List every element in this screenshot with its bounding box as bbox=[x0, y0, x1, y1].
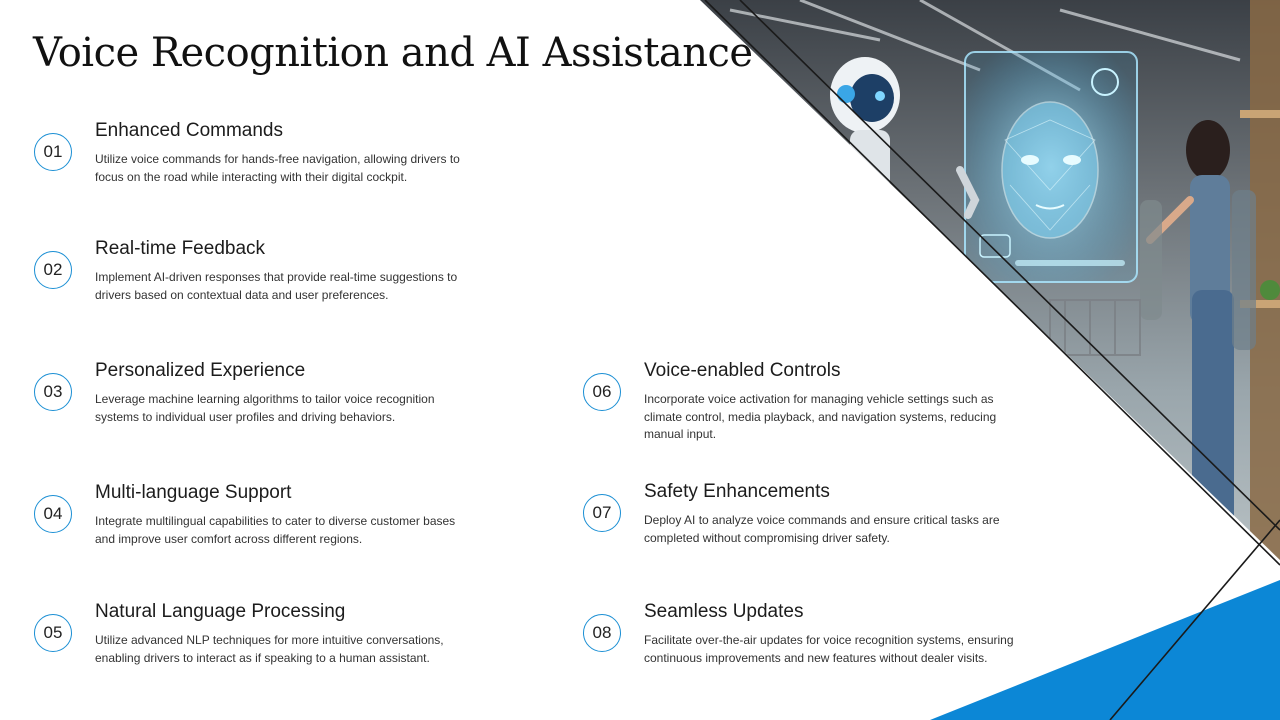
feature-number-badge: 01 bbox=[34, 133, 72, 171]
feature-description: Integrate multilingual capabilities to cater to diverse customer bases and improve user comfort across different regions. bbox=[95, 514, 456, 546]
feature-title: Multi-language Support bbox=[95, 482, 292, 503]
feature-description: Incorporate voice activation for managing vehicle settings such as climate control, media playback, and navigation systems, reducing manual input. bbox=[644, 392, 997, 441]
feature-number-badge: 03 bbox=[34, 373, 72, 411]
feature-number-badge: 05 bbox=[34, 614, 72, 652]
feature-number-badge: 07 bbox=[583, 494, 621, 532]
feature-description: Leverage machine learning algorithms to tailor voice recognition systems to individual user profiles and driving behaviors. bbox=[95, 392, 435, 424]
feature-description: Utilize voice commands for hands-free navigation, allowing drivers to focus on the road while interacting with their digital cockpit. bbox=[95, 152, 460, 184]
feature-title: Seamless Updates bbox=[644, 601, 804, 622]
feature-title: Real-time Feedback bbox=[95, 238, 266, 259]
feature-number-badge: 08 bbox=[583, 614, 621, 652]
page-title: Voice Recognition and AI Assistance bbox=[33, 30, 753, 76]
feature-title: Voice-enabled Controls bbox=[644, 360, 841, 381]
feature-number-badge: 04 bbox=[34, 495, 72, 533]
feature-description: Deploy AI to analyze voice commands and ensure critical tasks are completed without compromising driver safety. bbox=[644, 513, 1000, 545]
feature-description: Utilize advanced NLP techniques for more intuitive conversations, enabling drivers to interact as if speaking to a human assistant. bbox=[95, 633, 444, 665]
feature-description: Implement AI-driven responses that provide real-time suggestions to drivers based on contextual data and user preferences. bbox=[95, 270, 458, 302]
feature-number-badge: 06 bbox=[583, 373, 621, 411]
feature-description: Facilitate over-the-air updates for voice recognition systems, ensuring continuous improvements and new features without dealer visits. bbox=[644, 633, 1014, 665]
feature-number-badge: 02 bbox=[34, 251, 72, 289]
feature-title: Natural Language Processing bbox=[95, 601, 346, 622]
feature-title: Enhanced Commands bbox=[95, 120, 283, 141]
feature-title: Safety Enhancements bbox=[644, 481, 830, 502]
feature-title: Personalized Experience bbox=[95, 360, 306, 381]
